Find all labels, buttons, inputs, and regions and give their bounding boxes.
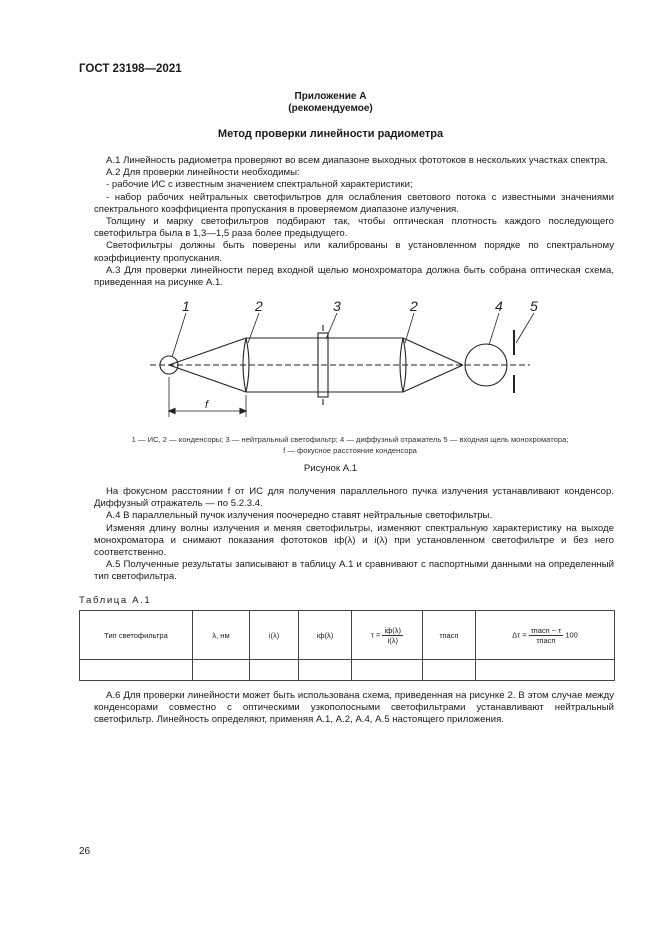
body-text-3	[94, 690, 614, 727]
optical-scheme-figure	[0, 295, 661, 430]
table-header-cell: iф(λ)	[299, 611, 352, 660]
table-header-cell: i(λ)	[250, 611, 299, 660]
formula-denominator: i(λ)	[387, 635, 398, 645]
table-cell	[299, 660, 352, 681]
beam-edge	[169, 338, 246, 365]
dimension-arrow	[240, 409, 246, 414]
body-text-1	[94, 155, 614, 289]
table-header-cell-tau	[352, 611, 423, 660]
figure-label-1: 1	[182, 298, 190, 314]
paragraph: Изменяя длину волны излучения и меняя светофильтры, изменяют спектральную характеристику на выходе монохроматора и снимают показания фототоков iф(λ) и i(λ) при установленном светофильтре и без него соответственно.	[94, 522, 614, 559]
formula-fraction	[529, 626, 564, 645]
leader-line	[172, 313, 186, 357]
leader-line	[405, 313, 414, 343]
table-header-cell: λ, нм	[193, 611, 250, 660]
appendix-title: Приложение А	[294, 91, 367, 102]
caption-line: f — фокусное расстояние конденсора	[283, 446, 417, 455]
formula-lhs: τ =	[370, 629, 381, 639]
leader-line	[326, 313, 337, 339]
paragraph: На фокусном расстоянии f от ИС для получения параллельного пучка излучения устанавливают конденсор. Диффузный отражатель — по 5.2.3.4.	[94, 486, 614, 510]
paragraph: Толщину и марку светофильтров подбирают так, чтобы оптическая плотность каждого последующего светофильтра была в 1,3—1,5 раза более предыдущего.	[94, 216, 614, 240]
table-cell	[423, 660, 476, 681]
paragraph: - рабочие ИС с известным значением спектральной характеристики;	[106, 179, 413, 191]
formula-lhs: Δτ =	[512, 629, 527, 639]
appendix-status: (рекомендуемое)	[288, 103, 373, 114]
table-title: Таблица А.1	[79, 595, 152, 606]
table-header-cell: τпасп	[423, 611, 476, 660]
leader-line	[489, 313, 499, 345]
caption-line: 1 — ИС, 2 — конденсоры; 3 — нейтральный светофильтр; 4 — диффузный отражатель 5 — входная щель монохроматора;	[131, 435, 569, 444]
body-text-2	[94, 486, 614, 584]
paragraph: - набор рабочих нейтральных светофильтров для ослабления светового потока с известными значениями спектрального коэффициента пропускания в проверяемом диапазоне излучения.	[94, 191, 614, 215]
figure-label-2b: 2	[410, 298, 418, 314]
table-row	[80, 660, 615, 681]
figure-label-2: 2	[255, 298, 263, 314]
table-header-row	[80, 611, 615, 660]
appendix-heading: Метод проверки линейности радиометра	[217, 128, 444, 140]
beam-edge	[403, 338, 463, 365]
formula-numerator: τпасп − τ	[530, 625, 562, 635]
figure-label-4: 4	[495, 298, 503, 314]
page-number: 26	[79, 846, 91, 857]
table-cell	[352, 660, 423, 681]
formula-denominator: τпасп	[536, 635, 556, 645]
beam-edge	[169, 365, 246, 392]
formula-multiplier: 100	[565, 629, 578, 639]
beam-edge	[403, 365, 463, 392]
table-a1	[79, 610, 615, 681]
paragraph: А.3 Для проверки линейности перед входной щелью монохроматора должна быть собрана оптическая схема, приведенная на рисунке А.1.	[94, 264, 614, 289]
table-header-cell-delta	[476, 611, 615, 660]
dimension-arrow	[169, 409, 175, 414]
figure-caption	[80, 434, 620, 456]
formula-numerator: iф(λ)	[384, 625, 402, 635]
table-cell	[250, 660, 299, 681]
table-header-cell: Тип светофильтра	[80, 611, 193, 660]
paragraph: А.2 Для проверки линейности необходимы:	[106, 167, 300, 179]
document-code: ГОСТ 23198—2021	[79, 63, 182, 75]
paragraph: А.6 Для проверки линейности может быть использована схема, приведенная на рисунке 2. В этом случае между конденсорами совместно с оптическими узкополосными светофильтрами устанавливают нейтральный светофильтр. Линейность определяют, применяя А.1, А.2, А.4, А.5 настоящего приложения.	[94, 690, 614, 726]
table-cell	[476, 660, 615, 681]
paragraph: А.4 В параллельный пучок излучения поочередно ставят нейтральные светофильтры.	[106, 510, 493, 522]
figure-label-5: 5	[530, 298, 538, 314]
table-cell	[193, 660, 250, 681]
table-cell	[80, 660, 193, 681]
focal-label: f	[205, 399, 209, 411]
paragraph: А.5 Полученные результаты записывают в таблицу А.1 и сравнивают с паспортными данными на определенный тип светофильтра.	[94, 559, 614, 583]
paragraph: А.1 Линейность радиометра проверяют во всем диапазоне выходных фототоков в нескольких участках спектра.	[106, 155, 608, 166]
figure-title: Рисунок А.1	[303, 463, 358, 474]
figure-label-3: 3	[333, 298, 341, 314]
formula-fraction	[382, 626, 403, 645]
leader-line	[516, 313, 534, 343]
paragraph: Светофильтры должны быть поверены или калиброваны в установленном порядке по спектральному коэффициенту пропускания.	[94, 240, 614, 264]
